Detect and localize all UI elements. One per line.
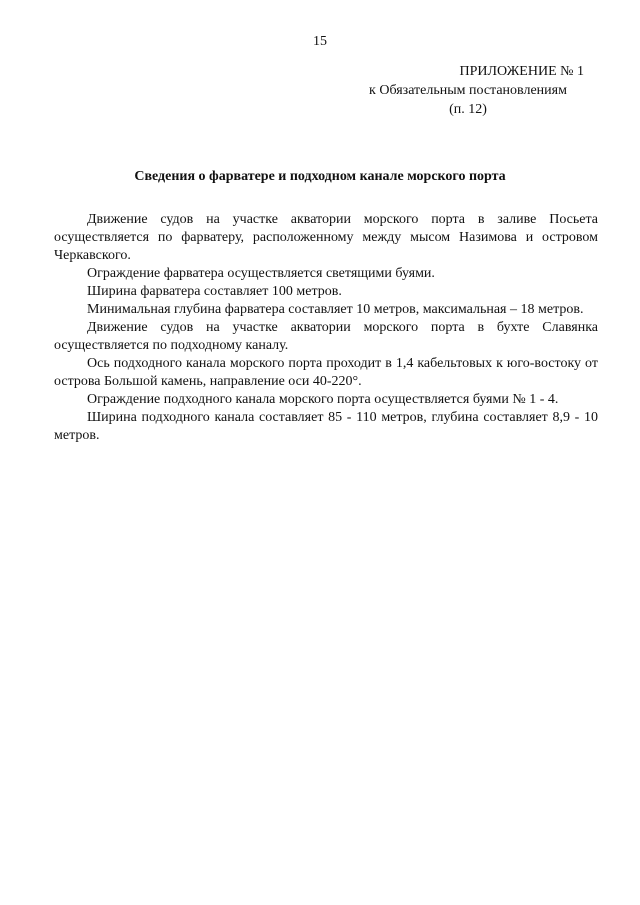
appendix-header	[338, 62, 598, 119]
document-title: Сведения о фарватере и подходном канале морского порта	[134, 169, 506, 184]
paragraph: Ось подходного канала морского порта проходит в 1,4 кабельтовых к юго-востоку от острова Большой камень, направление оси 40-220°.	[54, 356, 598, 389]
appendix-subtitle: к Обязательным постановлениям	[369, 83, 567, 98]
paragraph: Минимальная глубина фарватера составляет 10 метров, максимальная – 18 метров.	[87, 302, 584, 317]
paragraph: Ограждение подходного канала морского порта осуществляется буями № 1 - 4.	[87, 392, 559, 407]
paragraph: Движение судов на участке акватории морского порта в бухте Славянка осуществляется по подходному каналу.	[54, 320, 598, 353]
document-body	[54, 211, 598, 445]
appendix-title: ПРИЛОЖЕНИЕ № 1	[459, 64, 584, 79]
appendix-clause: (п. 12)	[449, 102, 487, 117]
page-number: 15	[313, 34, 327, 49]
paragraph: Движение судов на участке акватории морского порта в заливе Посьета осуществляется по фарватеру, расположенному между мысом Назимова и островом Черкавского.	[54, 212, 598, 263]
paragraph: Ширина подходного канала составляет 85 - 110 метров, глубина составляет 8,9 - 10 метров.	[54, 410, 598, 443]
paragraph: Ширина фарватера составляет 100 метров.	[87, 284, 342, 299]
paragraph: Ограждение фарватера осуществляется светящими буями.	[87, 266, 435, 281]
